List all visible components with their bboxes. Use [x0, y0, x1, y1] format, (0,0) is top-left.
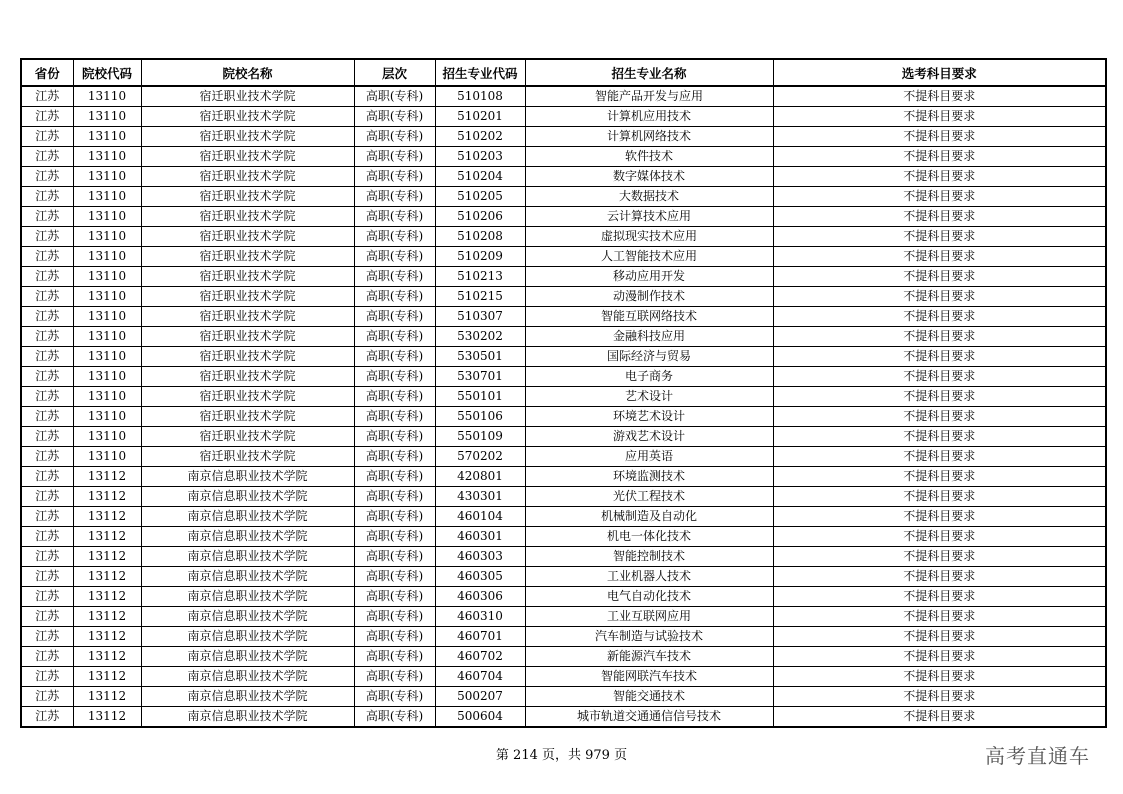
table-row: [21, 447, 1106, 467]
cell-subject-requirement: 不提科目要求: [773, 167, 1106, 187]
cell-level: 高职(专科): [354, 587, 435, 607]
cell-subject-requirement: 不提科目要求: [773, 547, 1106, 567]
cell-subject-requirement: 不提科目要求: [773, 287, 1106, 307]
cell-level: 高职(专科): [354, 267, 435, 287]
cell-subject-requirement: 不提科目要求: [773, 187, 1106, 207]
table-row: [21, 607, 1106, 627]
cell-major-code: 530501: [435, 347, 525, 367]
cell-level: 高职(专科): [354, 167, 435, 187]
cell-subject-requirement: 不提科目要求: [773, 447, 1106, 467]
watermark-logo: 高考直通车: [985, 744, 1090, 768]
cell-subject-requirement: 不提科目要求: [773, 507, 1106, 527]
cell-school-code: 13110: [73, 447, 141, 467]
table-row: [21, 167, 1106, 187]
cell-school-code: 13110: [73, 347, 141, 367]
cell-school-code: 13110: [73, 187, 141, 207]
cell-province: 江苏: [21, 567, 73, 587]
cell-subject-requirement: 不提科目要求: [773, 567, 1106, 587]
cell-province: 江苏: [21, 387, 73, 407]
cell-school-code: 13112: [73, 587, 141, 607]
cell-school-name: 宿迁职业技术学院: [141, 287, 354, 307]
cell-school-name: 宿迁职业技术学院: [141, 447, 354, 467]
cell-school-code: 13112: [73, 527, 141, 547]
cell-school-name: 南京信息职业技术学院: [141, 607, 354, 627]
cell-major-name: 工业互联网应用: [525, 607, 773, 627]
cell-school-name: 宿迁职业技术学院: [141, 207, 354, 227]
cell-school-code: 13110: [73, 227, 141, 247]
cell-school-code: 13112: [73, 627, 141, 647]
cell-level: 高职(专科): [354, 567, 435, 587]
cell-major-name: 智能交通技术: [525, 687, 773, 707]
cell-level: 高职(专科): [354, 467, 435, 487]
cell-major-code: 510213: [435, 267, 525, 287]
cell-level: 高职(专科): [354, 427, 435, 447]
cell-province: 江苏: [21, 167, 73, 187]
cell-school-name: 宿迁职业技术学院: [141, 127, 354, 147]
cell-level: 高职(专科): [354, 607, 435, 627]
table-row: [21, 467, 1106, 487]
cell-level: 高职(专科): [354, 307, 435, 327]
cell-school-name: 南京信息职业技术学院: [141, 667, 354, 687]
cell-level: 高职(专科): [354, 667, 435, 687]
cell-province: 江苏: [21, 647, 73, 667]
table-row: [21, 347, 1106, 367]
cell-major-code: 550106: [435, 407, 525, 427]
table-row: [21, 427, 1106, 447]
cell-school-code: 13110: [73, 107, 141, 127]
cell-school-name: 南京信息职业技术学院: [141, 587, 354, 607]
cell-major-name: 环境监测技术: [525, 467, 773, 487]
cell-level: 高职(专科): [354, 287, 435, 307]
cell-level: 高职(专科): [354, 387, 435, 407]
cell-province: 江苏: [21, 207, 73, 227]
cell-school-code: 13112: [73, 487, 141, 507]
cell-province: 江苏: [21, 527, 73, 547]
cell-level: 高职(专科): [354, 367, 435, 387]
cell-school-name: 宿迁职业技术学院: [141, 247, 354, 267]
cell-school-code: 13112: [73, 467, 141, 487]
cell-subject-requirement: 不提科目要求: [773, 347, 1106, 367]
cell-level: 高职(专科): [354, 147, 435, 167]
cell-major-code: 530701: [435, 367, 525, 387]
cell-major-name: 光伏工程技术: [525, 487, 773, 507]
cell-school-name: 南京信息职业技术学院: [141, 507, 354, 527]
cell-school-name: 宿迁职业技术学院: [141, 167, 354, 187]
cell-school-name: 宿迁职业技术学院: [141, 327, 354, 347]
table-row: [21, 367, 1106, 387]
cell-major-code: 460301: [435, 527, 525, 547]
cell-major-name: 机械制造及自动化: [525, 507, 773, 527]
enrollment-table: [20, 58, 1107, 728]
table-header-row: [21, 59, 1106, 86]
cell-major-code: 510204: [435, 167, 525, 187]
cell-major-name: 云计算技术应用: [525, 207, 773, 227]
cell-province: 江苏: [21, 507, 73, 527]
cell-province: 江苏: [21, 467, 73, 487]
cell-subject-requirement: 不提科目要求: [773, 427, 1106, 447]
cell-major-code: 510205: [435, 187, 525, 207]
cell-school-code: 13110: [73, 287, 141, 307]
table-row: [21, 527, 1106, 547]
cell-major-code: 420801: [435, 467, 525, 487]
cell-level: 高职(专科): [354, 627, 435, 647]
cell-province: 江苏: [21, 307, 73, 327]
cell-province: 江苏: [21, 327, 73, 347]
cell-school-code: 13110: [73, 127, 141, 147]
cell-school-name: 宿迁职业技术学院: [141, 347, 354, 367]
cell-major-name: 电子商务: [525, 367, 773, 387]
cell-level: 高职(专科): [354, 507, 435, 527]
cell-school-code: 13112: [73, 647, 141, 667]
cell-province: 江苏: [21, 107, 73, 127]
cell-subject-requirement: 不提科目要求: [773, 127, 1106, 147]
table-row: [21, 147, 1106, 167]
table-row: [21, 687, 1106, 707]
cell-subject-requirement: 不提科目要求: [773, 267, 1106, 287]
cell-major-code: 510206: [435, 207, 525, 227]
cell-province: 江苏: [21, 287, 73, 307]
table-row: [21, 207, 1106, 227]
cell-subject-requirement: 不提科目要求: [773, 527, 1106, 547]
table-row: [21, 507, 1106, 527]
cell-subject-requirement: 不提科目要求: [773, 667, 1106, 687]
table-row: [21, 387, 1106, 407]
cell-school-code: 13112: [73, 567, 141, 587]
cell-province: 江苏: [21, 547, 73, 567]
table-row: [21, 627, 1106, 647]
cell-school-code: 13110: [73, 367, 141, 387]
table-row: [21, 487, 1106, 507]
cell-subject-requirement: 不提科目要求: [773, 367, 1106, 387]
cell-province: 江苏: [21, 127, 73, 147]
cell-subject-requirement: 不提科目要求: [773, 607, 1106, 627]
cell-school-code: 13112: [73, 687, 141, 707]
table-row: [21, 187, 1106, 207]
table-row: [21, 307, 1106, 327]
cell-school-name: 宿迁职业技术学院: [141, 147, 354, 167]
cell-major-name: 环境艺术设计: [525, 407, 773, 427]
cell-school-code: 13110: [73, 307, 141, 327]
cell-major-code: 510202: [435, 127, 525, 147]
cell-level: 高职(专科): [354, 127, 435, 147]
cell-subject-requirement: 不提科目要求: [773, 467, 1106, 487]
cell-subject-requirement: 不提科目要求: [773, 387, 1106, 407]
cell-major-name: 游戏艺术设计: [525, 427, 773, 447]
table-row: [21, 407, 1106, 427]
cell-school-code: 13110: [73, 407, 141, 427]
cell-province: 江苏: [21, 667, 73, 687]
cell-major-name: 汽车制造与试验技术: [525, 627, 773, 647]
cell-level: 高职(专科): [354, 447, 435, 467]
cell-major-name: 数字媒体技术: [525, 167, 773, 187]
cell-major-name: 工业机器人技术: [525, 567, 773, 587]
cell-school-code: 13110: [73, 86, 141, 107]
cell-level: 高职(专科): [354, 327, 435, 347]
cell-major-name: 智能产品开发与应用: [525, 86, 773, 107]
cell-subject-requirement: 不提科目要求: [773, 107, 1106, 127]
cell-province: 江苏: [21, 627, 73, 647]
cell-major-code: 500207: [435, 687, 525, 707]
cell-subject-requirement: 不提科目要求: [773, 307, 1106, 327]
cell-province: 江苏: [21, 687, 73, 707]
cell-major-name: 机电一体化技术: [525, 527, 773, 547]
table-row: [21, 327, 1106, 347]
cell-major-name: 计算机网络技术: [525, 127, 773, 147]
cell-major-name: 电气自动化技术: [525, 587, 773, 607]
cell-major-name: 应用英语: [525, 447, 773, 467]
cell-level: 高职(专科): [354, 247, 435, 267]
table-row: [21, 567, 1106, 587]
cell-province: 江苏: [21, 147, 73, 167]
cell-subject-requirement: 不提科目要求: [773, 647, 1106, 667]
table-row: [21, 247, 1106, 267]
cell-province: 江苏: [21, 187, 73, 207]
cell-major-name: 智能控制技术: [525, 547, 773, 567]
cell-major-code: 530202: [435, 327, 525, 347]
cell-level: 高职(专科): [354, 547, 435, 567]
cell-major-name: 新能源汽车技术: [525, 647, 773, 667]
cell-major-code: 510108: [435, 86, 525, 107]
cell-subject-requirement: 不提科目要求: [773, 147, 1106, 167]
cell-major-name: 软件技术: [525, 147, 773, 167]
cell-major-name: 大数据技术: [525, 187, 773, 207]
cell-major-code: 460303: [435, 547, 525, 567]
header-school-code: 院校代码: [73, 59, 141, 86]
cell-school-name: 南京信息职业技术学院: [141, 567, 354, 587]
cell-province: 江苏: [21, 427, 73, 447]
cell-level: 高职(专科): [354, 227, 435, 247]
cell-major-code: 460704: [435, 667, 525, 687]
cell-level: 高职(专科): [354, 407, 435, 427]
cell-level: 高职(专科): [354, 107, 435, 127]
table-row: [21, 647, 1106, 667]
cell-school-name: 宿迁职业技术学院: [141, 427, 354, 447]
cell-major-name: 人工智能技术应用: [525, 247, 773, 267]
cell-school-name: 南京信息职业技术学院: [141, 687, 354, 707]
cell-school-code: 13110: [73, 147, 141, 167]
cell-province: 江苏: [21, 707, 73, 728]
page-number: 第 214 页，共 979 页: [495, 748, 628, 763]
cell-major-code: 500604: [435, 707, 525, 728]
cell-school-code: 13110: [73, 427, 141, 447]
cell-major-code: 430301: [435, 487, 525, 507]
cell-subject-requirement: 不提科目要求: [773, 86, 1106, 107]
cell-major-name: 计算机应用技术: [525, 107, 773, 127]
cell-major-code: 510209: [435, 247, 525, 267]
cell-major-name: 移动应用开发: [525, 267, 773, 287]
cell-school-code: 13112: [73, 667, 141, 687]
cell-level: 高职(专科): [354, 527, 435, 547]
cell-major-code: 550109: [435, 427, 525, 447]
table-row: [21, 287, 1106, 307]
cell-major-code: 460305: [435, 567, 525, 587]
cell-major-code: 550101: [435, 387, 525, 407]
cell-school-name: 宿迁职业技术学院: [141, 367, 354, 387]
cell-school-code: 13110: [73, 247, 141, 267]
cell-subject-requirement: 不提科目要求: [773, 247, 1106, 267]
cell-province: 江苏: [21, 86, 73, 107]
cell-subject-requirement: 不提科目要求: [773, 487, 1106, 507]
cell-major-code: 570202: [435, 447, 525, 467]
cell-level: 高职(专科): [354, 207, 435, 227]
cell-school-name: 宿迁职业技术学院: [141, 227, 354, 247]
cell-school-code: 13112: [73, 707, 141, 728]
cell-province: 江苏: [21, 247, 73, 267]
cell-major-code: 460701: [435, 627, 525, 647]
cell-major-name: 国际经济与贸易: [525, 347, 773, 367]
cell-major-code: 510203: [435, 147, 525, 167]
cell-school-name: 南京信息职业技术学院: [141, 707, 354, 728]
cell-school-name: 宿迁职业技术学院: [141, 267, 354, 287]
cell-major-name: 虚拟现实技术应用: [525, 227, 773, 247]
cell-province: 江苏: [21, 587, 73, 607]
table-body: [21, 86, 1106, 727]
cell-school-name: 宿迁职业技术学院: [141, 107, 354, 127]
cell-major-code: 510208: [435, 227, 525, 247]
cell-school-name: 南京信息职业技术学院: [141, 487, 354, 507]
cell-school-name: 宿迁职业技术学院: [141, 86, 354, 107]
cell-subject-requirement: 不提科目要求: [773, 687, 1106, 707]
cell-subject-requirement: 不提科目要求: [773, 627, 1106, 647]
cell-school-code: 13110: [73, 167, 141, 187]
cell-school-name: 宿迁职业技术学院: [141, 187, 354, 207]
cell-school-name: 南京信息职业技术学院: [141, 527, 354, 547]
cell-major-name: 动漫制作技术: [525, 287, 773, 307]
cell-major-code: 460702: [435, 647, 525, 667]
cell-school-code: 13110: [73, 207, 141, 227]
cell-major-code: 460306: [435, 587, 525, 607]
header-level: 层次: [354, 59, 435, 86]
table-row: [21, 547, 1106, 567]
table-row: [21, 587, 1106, 607]
cell-major-name: 金融科技应用: [525, 327, 773, 347]
cell-major-name: 城市轨道交通通信信号技术: [525, 707, 773, 728]
header-subject-requirement: 选考科目要求: [773, 59, 1106, 86]
cell-major-name: 艺术设计: [525, 387, 773, 407]
cell-level: 高职(专科): [354, 647, 435, 667]
cell-province: 江苏: [21, 347, 73, 367]
cell-level: 高职(专科): [354, 707, 435, 728]
cell-level: 高职(专科): [354, 187, 435, 207]
cell-school-name: 南京信息职业技术学院: [141, 627, 354, 647]
cell-subject-requirement: 不提科目要求: [773, 407, 1106, 427]
cell-level: 高职(专科): [354, 487, 435, 507]
cell-school-name: 宿迁职业技术学院: [141, 387, 354, 407]
cell-province: 江苏: [21, 227, 73, 247]
cell-level: 高职(专科): [354, 86, 435, 107]
cell-province: 江苏: [21, 267, 73, 287]
header-major-code: 招生专业代码: [435, 59, 525, 86]
cell-school-code: 13112: [73, 547, 141, 567]
cell-level: 高职(专科): [354, 347, 435, 367]
cell-school-code: 13110: [73, 327, 141, 347]
cell-subject-requirement: 不提科目要求: [773, 227, 1106, 247]
cell-school-code: 13112: [73, 607, 141, 627]
cell-major-code: 510307: [435, 307, 525, 327]
table-row: [21, 107, 1106, 127]
cell-major-code: 460104: [435, 507, 525, 527]
table-row: [21, 86, 1106, 107]
cell-major-code: 510215: [435, 287, 525, 307]
cell-province: 江苏: [21, 607, 73, 627]
cell-province: 江苏: [21, 407, 73, 427]
cell-level: 高职(专科): [354, 687, 435, 707]
table-row: [21, 267, 1106, 287]
cell-school-name: 南京信息职业技术学院: [141, 647, 354, 667]
cell-major-name: 智能网联汽车技术: [525, 667, 773, 687]
cell-subject-requirement: 不提科目要求: [773, 327, 1106, 347]
table-row: [21, 227, 1106, 247]
cell-major-name: 智能互联网络技术: [525, 307, 773, 327]
cell-school-code: 13110: [73, 267, 141, 287]
cell-subject-requirement: 不提科目要求: [773, 707, 1106, 728]
cell-school-name: 南京信息职业技术学院: [141, 547, 354, 567]
header-major-name: 招生专业名称: [525, 59, 773, 86]
cell-school-code: 13112: [73, 507, 141, 527]
cell-school-name: 宿迁职业技术学院: [141, 407, 354, 427]
cell-major-code: 510201: [435, 107, 525, 127]
cell-subject-requirement: 不提科目要求: [773, 587, 1106, 607]
cell-province: 江苏: [21, 447, 73, 467]
cell-province: 江苏: [21, 367, 73, 387]
cell-province: 江苏: [21, 487, 73, 507]
header-school-name: 院校名称: [141, 59, 354, 86]
table-row: [21, 707, 1106, 728]
header-province: 省份: [21, 59, 73, 86]
cell-school-code: 13110: [73, 387, 141, 407]
cell-school-name: 南京信息职业技术学院: [141, 467, 354, 487]
cell-subject-requirement: 不提科目要求: [773, 207, 1106, 227]
table-row: [21, 667, 1106, 687]
cell-school-name: 宿迁职业技术学院: [141, 307, 354, 327]
cell-major-code: 460310: [435, 607, 525, 627]
table-row: [21, 127, 1106, 147]
